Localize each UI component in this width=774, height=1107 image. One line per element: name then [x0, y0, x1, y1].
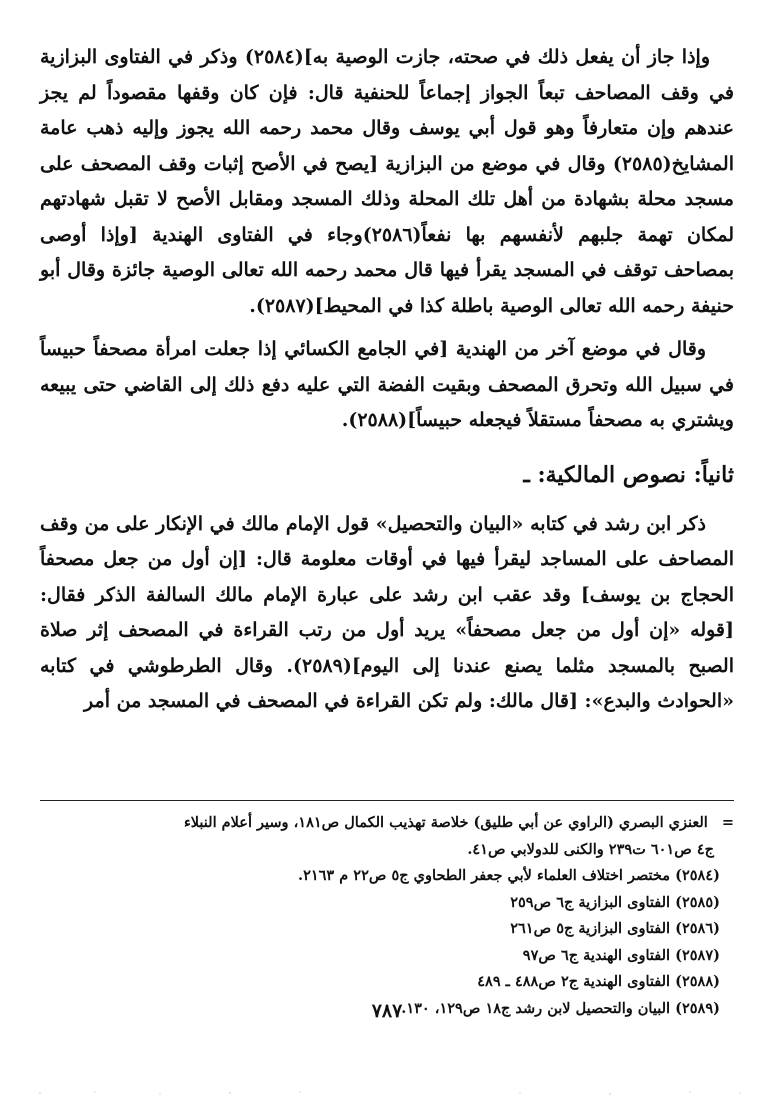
footnote-continuation-line-1 — [40, 810, 734, 837]
footnote-continuation-line-2: ج٤ ص٦٠١ ت٢٣٩ والكنى للدولابي ص٤١. — [467, 840, 714, 858]
footnote-separator — [40, 800, 734, 801]
footnote-2586: (٢٥٨٦) الفتاوى البزازية ج٥ ص٢٦١ — [510, 920, 720, 937]
footnote-2584: (٢٥٨٤) مختصر اختلاف العلماء لأبي جعفر الطحاوي ج٥ ص٢٢ م ٢١٦٣. — [298, 867, 720, 884]
footnote-continuation-text-1: العنزي البصري (الراوي عن أبي طليق) خلاصة تهذيب الكمال ص١٨١، وسير أعلام النبلاء — [183, 814, 708, 831]
body-paragraph-3: ذكر ابن رشد في كتابه «البيان والتحصيل» قول الإمام مالك في الإنكار على من وقف المصاحف على المساجد ليقرأ فيها في أوقات معلومة قال: [إن أول من جعل مصحفاً الحجاج بن يوسف] وقد عقب ابن رشد على عبارة الإمام مالك السالفة الذكر فقال: [قوله «إن أول من جعل مصحفاً» يريد أول من رتب القراءة في المصحف إثر صلاة الصبح بالمسجد مثلما يصنع عندنا إلى اليوم](٢٥٨٩). وقال الطرطوشي في كتابه «الحوادث والبدع»: [قال مالك: ولم تكن القراءة في المصحف في المسجد من أمر — [40, 512, 734, 712]
scan-speckles — [0, 1090, 774, 1096]
footnote-2587: (٢٥٨٧) الفتاوى الهندية ج٦ ص٩٧ — [522, 946, 720, 964]
footnote-continuation-mark: = — [721, 814, 734, 831]
body-paragraph-1: وإذا جاز أن يفعل ذلك في صحته، جازت الوصية به](٢٥٨٤) وذكر في الفتاوى البزازية في وقف المصاحف تبعاً الجواز إجماعاً للحنفية قال: فإن كان وقفها مقصوداً لم يجز عندهم وإن متعارفاً وهو قول أبي يوسف وقال محمد رحمه الله يجوز وإليه ذهب عامة المشايخ(٢٥٨٥) وقال في موضع من البزازية [يصح في الأصح إثبات وقف المصحف على مسجد محلة بشهادة من أهل تلك المحلة وذلك المسجد ومقابل الأصح لا تقبل شهادتهم لمكان تهمة جلبهم لأنفسهم بها نفعاً(٢٥٨٦)وجاء في الفتاوى الهندية [وإذا أوصى بمصاحف توقف في المسجد يقرأ فيها قال محمد رحمه الله تعالى الوصية جائزة وقال أبو حنيفة رحمه الله تعالى الوصية باطلة كذا في المحيط](٢٥٨٧). — [40, 46, 734, 317]
footnotes — [40, 810, 734, 1022]
footnote-2588: (٢٥٨٨) الفتاوى الهندية ج٢ ص٤٨٨ ـ ٤٨٩ — [477, 973, 720, 990]
footnote-2585: (٢٥٨٥) الفتاوى البزازية ج٦ ص٢٥٩ — [510, 893, 720, 911]
section-heading: ثانياً: نصوص المالكية: ـ — [523, 461, 734, 488]
footnote-2589: (٢٥٨٩) البيان والتحصيل لابن رشد ج١٨ ص١٢٩، ١٣٠. — [401, 999, 720, 1017]
page-number: ٧٨٧ — [371, 1000, 403, 1022]
body-paragraph-2: وقال في موضع آخر من الهندية [في الجامع الكسائي إذا جعلت امرأة مصحفاً حبيساً في سبيل الله وتحرق المصحف وبقيت الفضة التي عليه دفع ذلك إلى القاضي حتى يبيعه ويشتري به مصحفاً مستقلاً فيجعله حبيساً](٢٥٨٨). — [40, 338, 734, 431]
